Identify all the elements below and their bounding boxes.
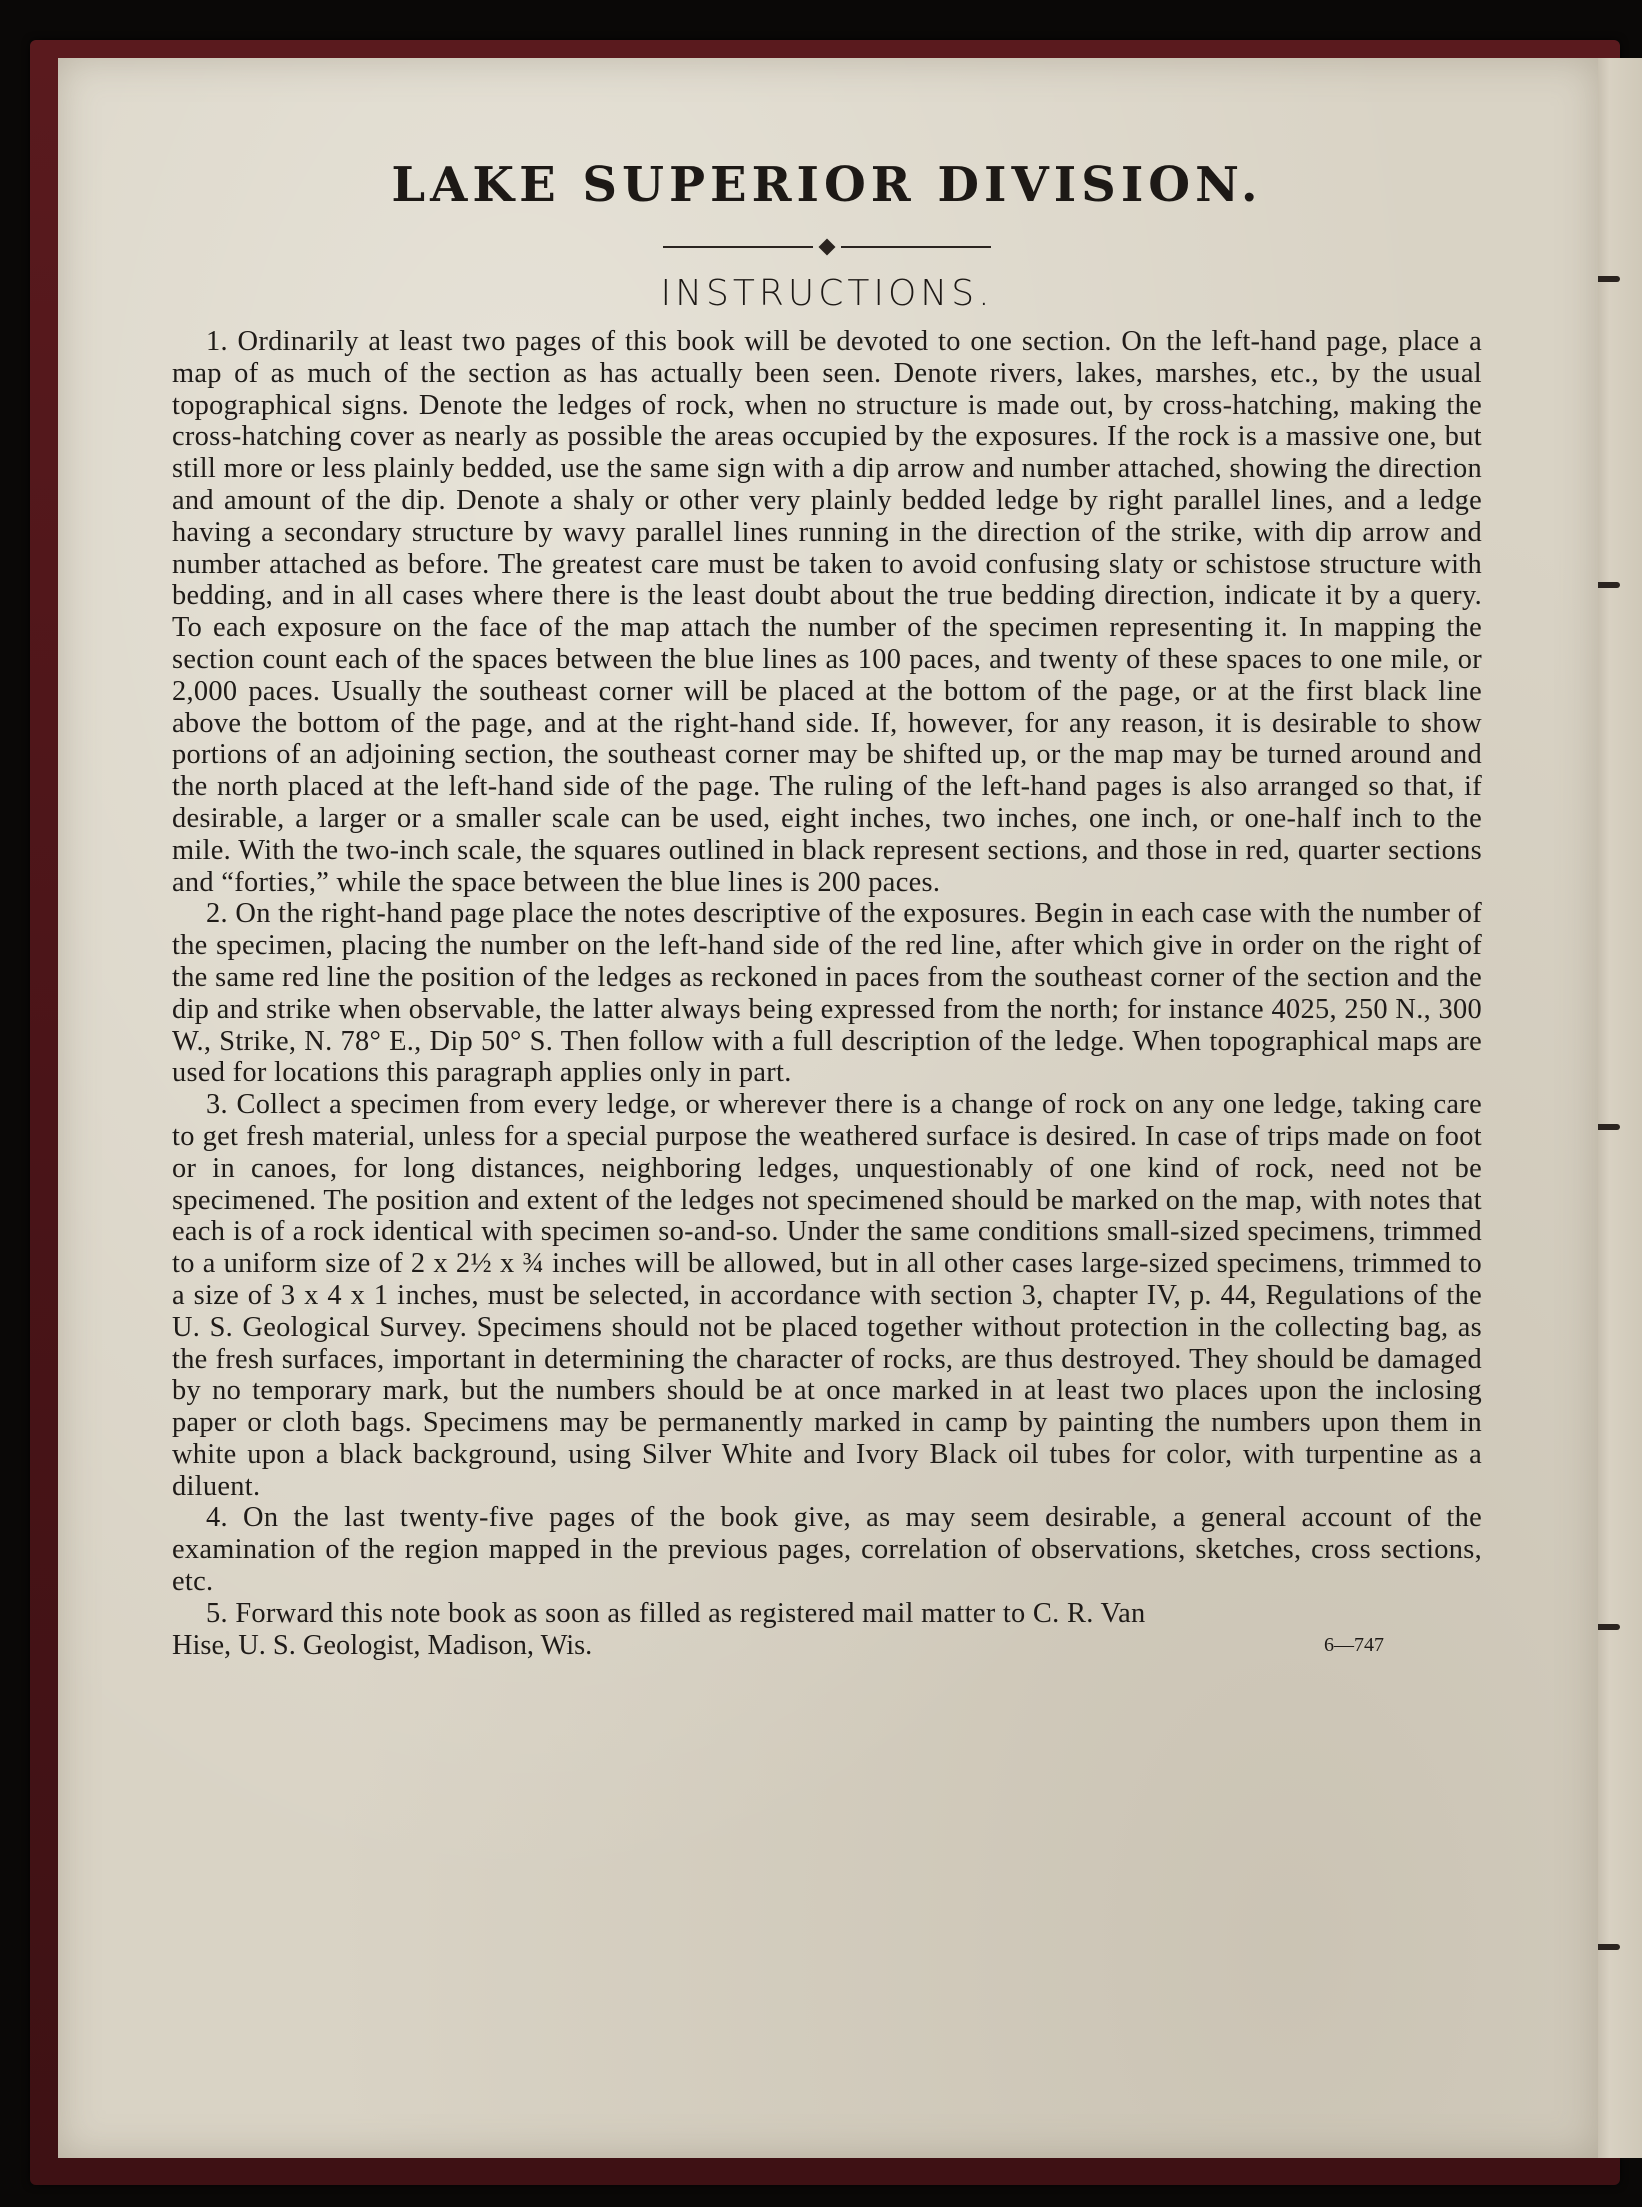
paragraph-text: Forward this note book as soon as filled as registered mail matter to C. R. Van [235,1597,1146,1629]
form-number: 6—747 [1324,1633,1384,1656]
ornament-rule-left [663,246,813,248]
paragraph-text: Collect a specimen from every ledge, or wherever there is a change of rock on any one ledge, taking care to get fresh material, unless for a special purpose the weathered surface is desired. In case of trips made on foot or in canoes, for long distances, neighboring ledges, unquestionably of one kind of rock, need not be specimened. The position and extent of the ledges not specimened should be marked on the map, with notes that each is of a rock identical with specimen so-and-so. Under the same conditions small-sized specimens, trimmed to a uniform size of 2 x 2½ x ¾ inches will be allowed, but in all other cases large-sized specimens, trimmed to a size of 3 x 4 x 1 inches, must be selected, in accordance with section 3, chapter IV, p. 44, Regulations of the U. S. Geological Survey. Specimens should not be placed together without protection in the collecting bag, as the fresh surfaces, important in determining the character of rocks, are thus destroyed. They should be damaged by no temporary mark, but the numbers should be at once marked in at least two places upon the inclosing paper or cloth bags. Specimens may be permanently marked in camp by painting the numbers upon them in white upon a black background, using Silver White and Ivory Black oil tubes for color, with turpentine as a diluent. [172,1089,1482,1502]
title-ornament [172,230,1482,264]
ornament-rule-right [841,246,991,248]
page-content [172,150,1482,1661]
paragraph-number: 5. [206,1597,228,1629]
paragraph-number: 3. [206,1089,228,1121]
instruction-paragraph [172,1089,1482,1502]
instruction-paragraph [172,898,1482,1089]
paragraph-text: On the last twenty-five pages of the book give, as may seem desirable, a general account of the examination of the region mapped in the previous pages, correlation of observations, sketches, cross sections, etc. [172,1502,1482,1598]
instruction-paragraph-final [172,1598,1482,1630]
closing-address: Hise, U. S. Geologist, Madison, Wis. [172,1629,593,1661]
ornament-diamond-icon [819,239,836,256]
page-title: LAKE SUPERIOR DIVISION. [391,157,1263,213]
paragraph-number: 4. [206,1502,228,1534]
paragraph-text: Ordinarily at least two pages of this book will be devoted to one section. On the left-hand page, place a map of as much of the section as has actually been seen. Denote rivers, lakes, marshes, etc., by the usual topographical signs. Denote the ledges of rock, when no structure is made out, by cross-hatching, making the cross-hatching cover as nearly as possible the areas occupied by the exposures. If the rock is a massive one, but still more or less plainly bedded, use the same sign with a dip arrow and number attached, showing the direction and amount of the dip. Denote a shaly or other very plainly bedded ledge by right parallel lines, and a ledge having a secondary structure by wavy parallel lines running in the direction of the strike, with dip arrow and number attached as before. The greatest care must be taken to avoid confusing slaty or schistose structure with bedding, and in all cases where there is the least doubt about the true bedding direction, indicate it by a query. To each exposure on the face of the map attach the number of the specimen representing it. In mapping the section count each of the spaces between the blue lines as 100 paces, and twenty of these spaces to one mile, or 2,000 paces. Usually the southeast corner will be placed at the bottom of the page, or at the first black line above the bottom of the page, and at the right-hand side. If, however, for any reason, it is desirable to show portions of an adjoining section, the southeast corner may be shifted up, or the map may be turned around and the north placed at the left-hand side of the page. The ruling of the left-hand pages is also arranged so that, if desirable, a larger or a smaller scale can be used, eight inches, two inches, one inch, or one-half inch to the mile. With the two-inch scale, the squares outlined in black represent sections, and those in red, quarter sections and “forties,” while the space between the blue lines is 200 paces. [172,326,1482,898]
section-heading: INSTRUCTIONS. [660,273,994,314]
closing-line [172,1630,1482,1662]
paragraph-number: 2. [206,898,228,930]
paragraph-text: On the right-hand page place the notes descriptive of the exposures. Begin in each case with the number of the specimen, placing the number on the left-hand side of the red line, after which give in order on the right of the same red line the position of the ledges as reckoned in paces from the southeast corner of the section and the dip and strike when observable, the latter always being expressed from the north; for instance 4025, 250 N., 300 W., Strike, N. 78° E., Dip 50° S. Then follow with a full description of the ledge. When topographical maps are used for locations this paragraph applies only in part. [172,898,1482,1089]
instruction-paragraph [172,326,1482,898]
paragraph-number: 1. [206,326,228,357]
instruction-paragraph [172,1502,1482,1597]
